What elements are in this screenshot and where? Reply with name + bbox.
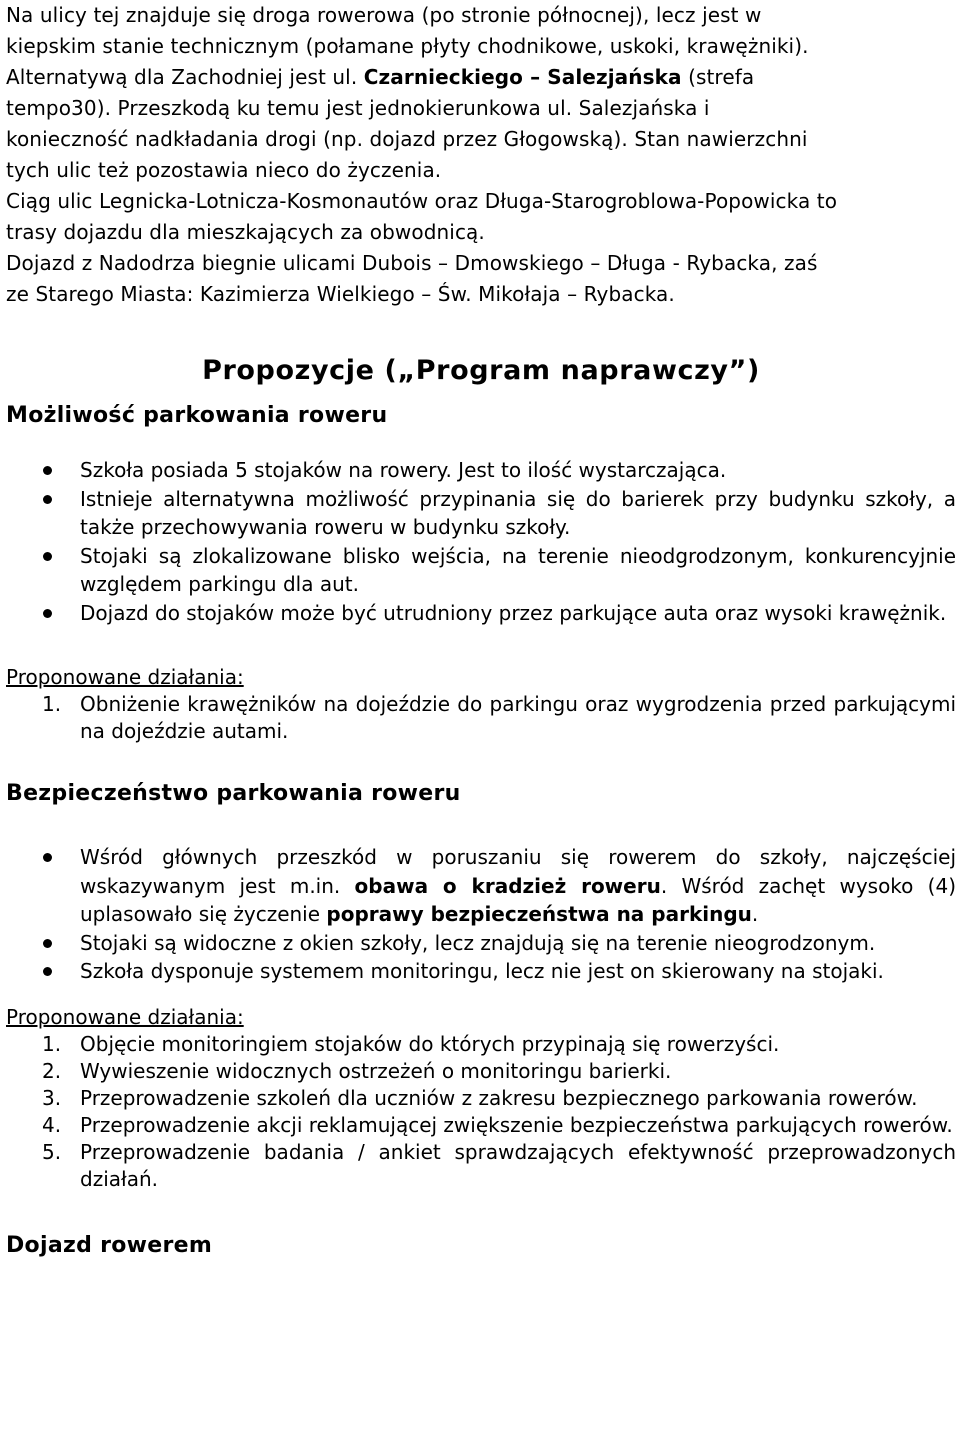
- bullet-icon: [43, 609, 52, 618]
- numbered-item: 3. Przeprowadzenie szkoleń dla uczniów z zakresu bezpiecznego parkowania rowerów.: [42, 1085, 918, 1110]
- text-line: Ciąg ulic Legnicka-Lotnicza-Kosmonautów oraz Długa-Starogroblowa-Popowicka to: [6, 189, 838, 213]
- section-heading-commute: Dojazd rowerem: [6, 1232, 213, 1258]
- list-item: Szkoła posiada 5 stojaków na rowery. Jest to ilość wystarczająca.: [6, 456, 956, 485]
- list-item: Istnieje alternatywna możliwość przypinania się do barierek przy budynku szkoły, a także przechowywania roweru w budynku szkoły.: [6, 485, 956, 542]
- numbered-item: 4. Przeprowadzenie akcji reklamującej zwiększenie bezpieczeństwa parkujących rowerów.: [42, 1112, 953, 1137]
- intro-paragraph-2: [6, 186, 956, 248]
- intro-paragraph-1: [6, 0, 956, 186]
- text-line: Alternatywą dla Zachodniej jest ul.: [6, 65, 364, 89]
- numbered-item: 5. Przeprowadzenie badania / ankiet sprawdzających efektywność przeprowadzonych działań.: [42, 1139, 956, 1191]
- section-heading-safety: Bezpieczeństwo parkowania roweru: [6, 781, 461, 806]
- text-line: kiepskim stanie technicznym (połamane płyty chodnikowe, uskoki, krawężniki).: [6, 34, 809, 58]
- list-item: Stojaki są zlokalizowane blisko wejścia, na terenie nieodgrodzonym, konkurencyjnie względem parkingu dla aut.: [6, 542, 956, 599]
- proposed-actions-label: Proponowane działania:: [6, 665, 244, 689]
- main-heading: Propozycje („Program naprawczy”): [202, 355, 760, 386]
- parking-actions-list: [6, 691, 956, 745]
- emphasis-bold: poprawy bezpieczeństwa na parkingu: [326, 902, 752, 926]
- list-item: Dojazd do stojaków może być utrudniony przez parkujące auta oraz wysoki krawężnik.: [6, 599, 956, 628]
- section-heading-parking: Możliwość parkowania roweru: [6, 403, 388, 428]
- numbered-item: 1. Obniżenie krawężników na dojeździe do parkingu oraz wygrodzenia przed parkującymi na dojeździe autami.: [42, 692, 956, 743]
- safety-bullet-list: [6, 843, 956, 986]
- emphasis-bold: obawa o kradzież roweru: [354, 873, 661, 898]
- intro-text: [6, 0, 956, 310]
- text-line: ze Starego Miasta: Kazimierza Wielkiego – Św. Mikołaja – Rybacka.: [6, 282, 675, 306]
- list-item: Stojaki są widoczne z okien szkoły, lecz znajdują się na terenie nieogrodzonym.: [6, 929, 956, 958]
- intro-paragraph-3: [6, 248, 956, 310]
- text-line: Na ulicy tej znajduje się droga rowerowa (po stronie północnej), lecz jest w: [6, 3, 762, 27]
- bullet-icon: [43, 967, 52, 976]
- list-item: Wśród głównych przeszkód w poruszaniu się rowerem do szkoły, najczęściej wskazywanym jest m.in. obawa o kradzież roweru. Wśród zachęt wysoko (4) uplasowało się życzenie poprawy bezpieczeństwa na parkingu.: [6, 843, 956, 929]
- bullet-icon: [43, 495, 52, 504]
- list-item: Szkoła dysponuje systemem monitoringu, lecz nie jest on skierowany na stojaki.: [6, 957, 956, 986]
- text-line: (strefa: [681, 65, 755, 89]
- bullet-icon: [43, 552, 52, 561]
- text-line: trasy dojazdu dla mieszkających za obwodnicą.: [6, 220, 485, 244]
- document-page: [6, 0, 956, 1261]
- text-line: tych ulic też pozostawia nieco do życzenia.: [6, 158, 442, 182]
- text-line: tempo30). Przeszkodą ku temu jest jednokierunkowa ul. Salezjańska i: [6, 96, 710, 120]
- safety-actions-list: [6, 1031, 956, 1193]
- proposed-actions-label: Proponowane działania:: [6, 1004, 244, 1029]
- street-name-bold: Czarnieckiego – Salezjańska: [363, 65, 682, 89]
- bullet-icon: [43, 939, 52, 948]
- text-line: Dojazd z Nadodrza biegnie ulicami Dubois – Dmowskiego – Długa - Rybacka, zaś: [6, 251, 818, 275]
- parking-bullet-list: [6, 456, 956, 627]
- text-line: konieczność nadkładania drogi (np. dojazd przez Głogowską). Stan nawierzchni: [6, 127, 808, 151]
- numbered-item: 1. Objęcie monitoringiem stojaków do których przypinają się rowerzyści.: [42, 1031, 780, 1056]
- numbered-item: 2. Wywieszenie widocznych ostrzeżeń o monitoringu barierki.: [42, 1058, 672, 1083]
- bullet-icon: [43, 466, 52, 475]
- bullet-icon: [43, 853, 52, 862]
